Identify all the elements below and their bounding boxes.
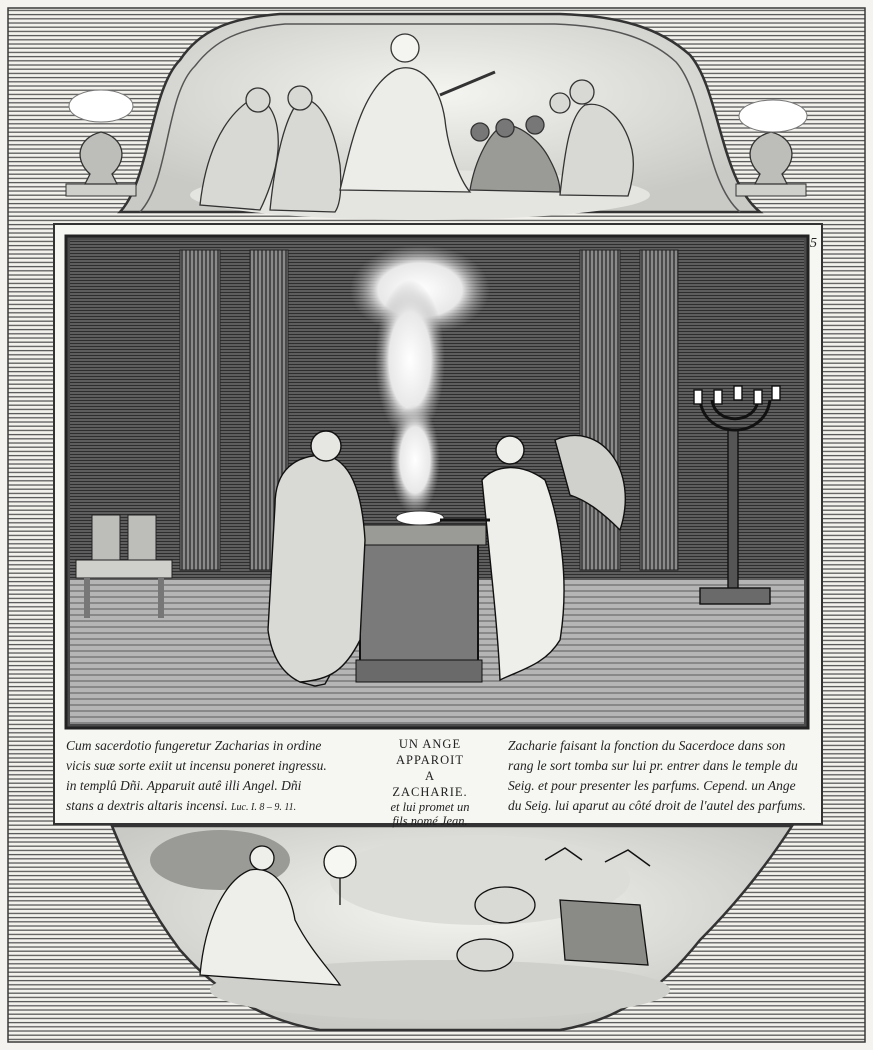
title-line: ZACHARIE. (392, 785, 468, 799)
plate-number: 5 (810, 236, 817, 251)
caption-latin-text: stans a dextris altaris incensi. (66, 798, 228, 813)
caption-latin-line: Cum sacerdotio fungeretur Zacharias in ordine (66, 738, 322, 753)
caption-latin (66, 736, 366, 818)
caption-latin-line (66, 796, 366, 818)
main-scene (54, 224, 822, 824)
title-line: APPAROIT (396, 753, 464, 767)
caption-latin-line: in templû Dñi. Apparuit autê illi Angel. Dñi (66, 778, 302, 793)
bible-reference: Luc. I. 8 – 9. 11. (231, 802, 297, 813)
caption-french-line: Zacharie faisant la fonction du Sacerdoce dans son (508, 738, 786, 753)
title-line: UN ANGE (398, 737, 462, 751)
subtitle-line: et lui promet un (390, 800, 470, 814)
caption-french-line: Seig. et pour presenter les parfums. Cepend. un Ange (508, 778, 796, 793)
caption-latin-line: vicis suæ sorte exiit ut incensu poneret ingressu. (66, 758, 327, 773)
title-line: A (424, 769, 436, 783)
subtitle-line: fils nomé Jean. (392, 814, 468, 828)
caption-title (360, 736, 500, 828)
caption-french-line: rang le sort tomba sur lui pr. entrer dans le temple du (508, 758, 798, 773)
caption-french-line: du Seig. lui aparut au côté droit de l'autel des parfums. (508, 798, 806, 813)
caption-french (508, 736, 826, 816)
